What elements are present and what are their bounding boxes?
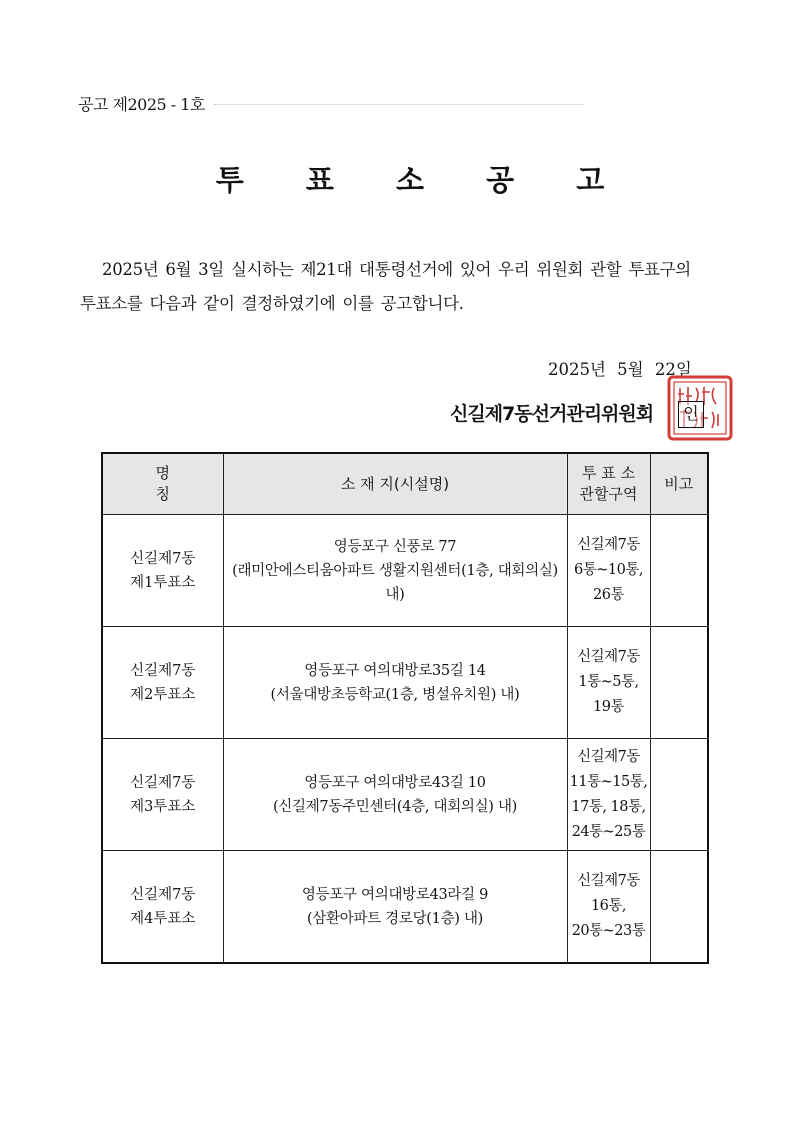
station-name-cell <box>102 851 223 964</box>
page-title: 투 표 소 공 고 <box>215 163 631 197</box>
polling-station-table <box>101 452 709 964</box>
station-number: 제1투표소 <box>130 574 196 591</box>
table-row <box>102 739 708 851</box>
header-location: 소 재 지(시설명) <box>223 453 567 515</box>
station-area-cell <box>567 515 650 627</box>
header-note: 비고 <box>650 453 708 515</box>
station-location-cell <box>223 515 567 627</box>
station-note-cell <box>650 627 708 739</box>
station-area-cell <box>567 851 650 964</box>
area-line: 신길제7동 <box>577 873 640 889</box>
station-district: 신길제7동 <box>130 550 196 567</box>
station-name-cell <box>102 627 223 739</box>
seal-mark: 인 <box>678 401 704 428</box>
station-facility: (삼환아파트 경로당(1층) 내) <box>306 910 484 927</box>
station-location-cell <box>223 627 567 739</box>
notice-number: 공고 제2025 - 1호 <box>78 95 205 114</box>
table-row <box>102 515 708 627</box>
notice-date: 2025년 5월 22일 <box>548 360 692 379</box>
station-note-cell <box>650 851 708 964</box>
station-name-cell <box>102 739 223 851</box>
area-line: 24통~25통 <box>571 823 646 840</box>
station-address: 영등포구 신풍로 77 <box>333 538 457 555</box>
issuer-name: 신길제7동선거관리위원회 <box>450 403 654 425</box>
station-area-cell <box>567 739 650 851</box>
body-text-line-2: 투표소를 다음과 같이 결정하였기에 이를 공고합니다. <box>80 294 464 313</box>
area-line: 26통 <box>593 587 624 603</box>
station-facility: (신길제7동주민센터(4층, 대회의실) 내) <box>272 798 518 815</box>
area-line: 16통, <box>590 898 627 914</box>
area-line: 1통~5통, <box>578 674 639 690</box>
station-number: 제2투표소 <box>130 686 196 703</box>
station-location-cell <box>223 851 567 964</box>
area-line: 20통~23통 <box>571 923 646 939</box>
header-area-line-2: 관할구역 <box>579 485 638 503</box>
station-note-cell <box>650 739 708 851</box>
station-area-cell <box>567 627 650 739</box>
station-note-cell <box>650 515 708 627</box>
area-line: 19통 <box>593 699 624 715</box>
station-district: 신길제7동 <box>130 886 196 903</box>
table-header-row <box>102 453 708 515</box>
station-facility: (래미안에스티움아파트 생활지원센터(1층, 대회의실) 내) <box>232 562 558 603</box>
header-name: 명 칭 <box>102 453 223 515</box>
header-area-line-1: 투 표 소 <box>581 464 635 482</box>
station-facility: (서울대방초등학교(1층, 병설유치원) 내) <box>270 686 520 703</box>
station-location-cell <box>223 739 567 851</box>
station-name-cell <box>102 515 223 627</box>
station-district: 신길제7동 <box>130 774 196 791</box>
station-address: 영등포구 여의대방로43길 10 <box>304 774 486 791</box>
area-line: 신길제7동 <box>577 649 640 665</box>
area-line: 11통~15통, <box>569 773 648 790</box>
area-line: 6통~10통, <box>574 562 643 578</box>
area-line: 신길제7동 <box>577 748 640 765</box>
station-address: 영등포구 여의대방로35길 14 <box>304 662 486 679</box>
station-number: 제3투표소 <box>130 798 196 815</box>
station-number: 제4투표소 <box>130 910 196 927</box>
header-area <box>567 453 650 515</box>
area-line: 신길제7동 <box>577 537 640 553</box>
body-text-line-1: 2025년 6월 3일 실시하는 제21대 대통령선거에 있어 우리 위원회 관할 투표구의 <box>102 260 691 279</box>
table-row <box>102 627 708 739</box>
table-row <box>102 851 708 964</box>
station-district: 신길제7동 <box>130 662 196 679</box>
area-line: 17통, 18통, <box>571 798 646 815</box>
station-address: 영등포구 여의대방로43라길 9 <box>301 886 489 903</box>
dotted-divider <box>214 104 584 105</box>
